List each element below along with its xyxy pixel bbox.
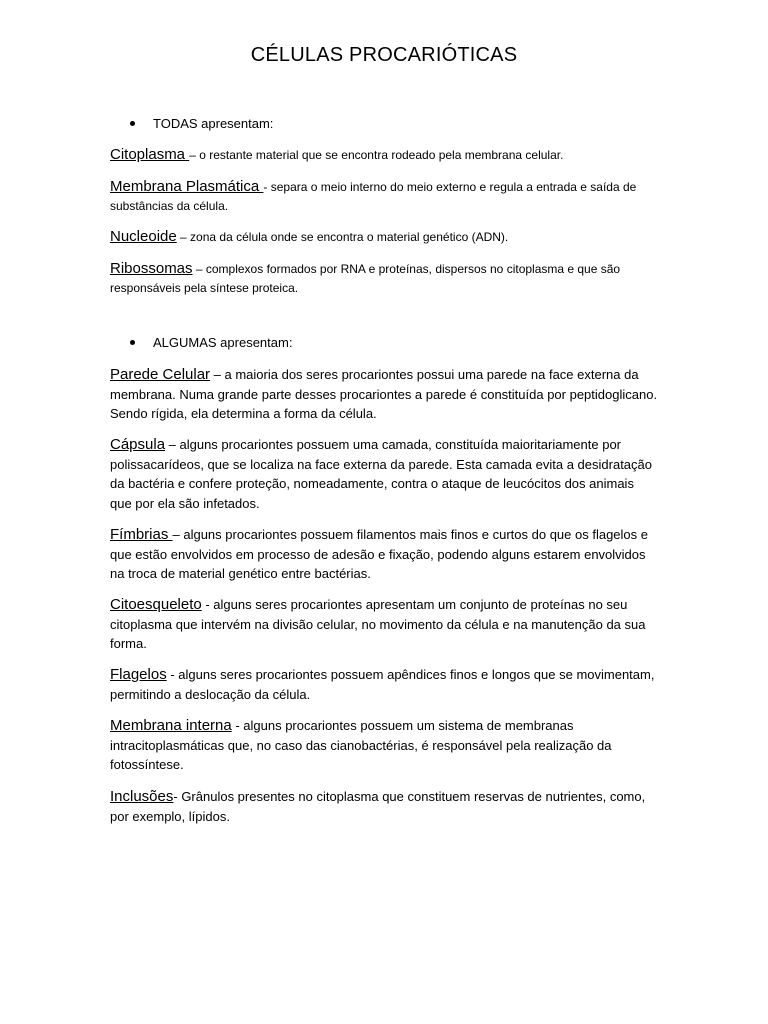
entry-description: - Grânulos presentes no citoplasma que constituem reservas de nutrientes, como, por exemplo, lípidos. <box>110 789 646 824</box>
entry-description: – alguns procariontes possuem uma camada, constituída maioritariamente por polissacarídeos, que se localiza na face externa da parede. Esta camada evita a desidratação da bactéria e confere proteção, nomeadamente, contra o ataque de leucócitos dos animais que por ela são infetados. <box>110 437 653 511</box>
entry-description: – a maioria dos seres procariontes possui uma parede na face externa da membrana. Numa grande parte desses procariontes a parede é constituída por peptidoglicano. Sendo rígida, ela determina a forma da célula. <box>110 367 658 421</box>
entry-nucleoide <box>110 227 658 247</box>
entry-term: Flagelos <box>110 666 167 683</box>
entry-term: Fímbrias <box>110 526 173 543</box>
entry-description: - separa o meio interno do meio externo e regula a entrada e saída de substâncias da célula. <box>110 180 637 213</box>
entry-term: Ribossomas <box>110 260 193 277</box>
entry-fimbrias <box>110 525 658 584</box>
entry-term: Inclusões <box>110 788 174 805</box>
entry-inclusoes <box>110 787 658 826</box>
entry-term: Membrana interna <box>110 717 232 734</box>
entry-description: - alguns seres procariontes apresentam um conjunto de proteínas no seu citoplasma que intervém na divisão celular, no movimento da célula e na manutenção da sua forma. <box>110 597 646 651</box>
entry-flagelos <box>110 665 658 704</box>
section-heading-label: ALGUMAS apresentam: <box>153 335 293 350</box>
entry-membrana-interna <box>110 716 658 775</box>
entry-ribossomas <box>110 259 658 298</box>
entry-term: Membrana Plasmática <box>110 178 264 195</box>
page-title: CÉLULAS PROCARIÓTICAS <box>250 44 518 66</box>
section-heading-some <box>130 335 292 351</box>
entry-capsula <box>110 435 658 513</box>
entry-description: – alguns procariontes possuem filamentos mais finos e curtos do que os flagelos e que estão envolvidos em processo de adesão e fixação, podendo alguns estarem envolvidos na troca de material genético entre bactérias. <box>110 527 648 581</box>
section-heading-all <box>130 116 273 132</box>
entry-term: Nucleoide <box>110 228 177 245</box>
entry-term: Parede Celular <box>110 366 211 383</box>
section-heading-label: TODAS apresentam: <box>153 116 274 131</box>
entry-citoesqueleto <box>110 595 658 654</box>
entry-term: Citoesqueleto <box>110 596 202 613</box>
entry-description: - alguns seres procariontes possuem apêndices finos e longos que se movimentam, permitindo a deslocação da célula. <box>110 667 655 702</box>
bullet-icon <box>130 121 135 126</box>
entry-description: – o restante material que se encontra rodeado pela membrana celular. <box>189 148 564 162</box>
entry-description: – zona da célula onde se encontra o material genético (ADN). <box>176 230 509 244</box>
entry-description: - alguns procariontes possuem um sistema de membranas intracitoplasmáticas que, no caso das cianobactérias, é responsável pela realização da fotossíntese. <box>110 718 612 772</box>
entry-description: – complexos formados por RNA e proteínas, dispersos no citoplasma e que são responsáveis pela síntese proteica. <box>110 262 621 295</box>
entry-membrana-plasmatica <box>110 177 658 216</box>
bullet-icon <box>130 340 135 345</box>
entry-parede-celular <box>110 365 658 424</box>
entry-citoplasma <box>110 145 658 165</box>
entry-term: Citoplasma <box>110 146 190 163</box>
entry-term: Cápsula <box>110 436 166 453</box>
